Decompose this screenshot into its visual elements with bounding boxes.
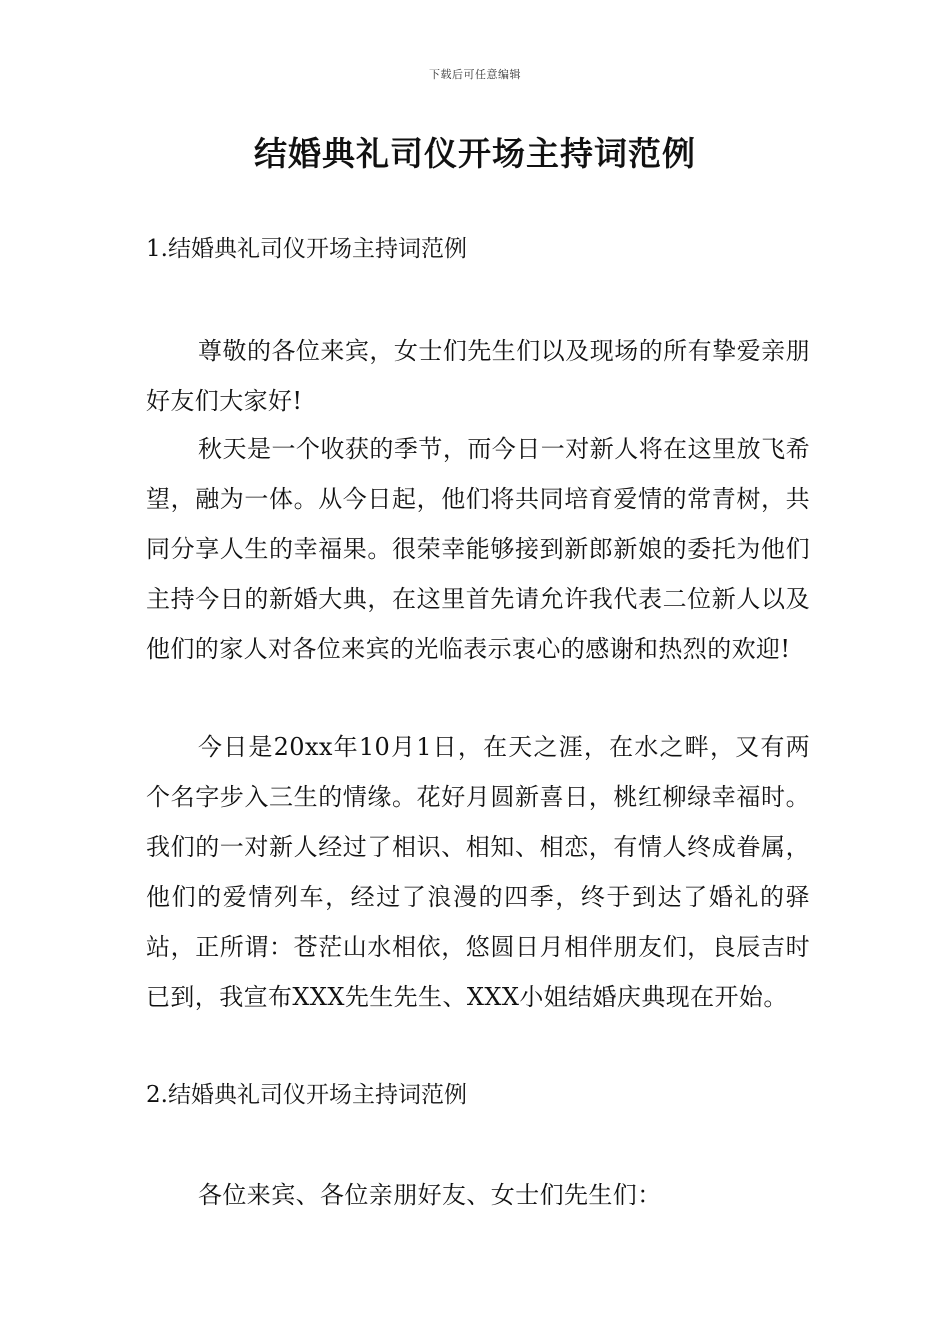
section-heading-2: 2.结婚典礼司仪开场主持词范例 <box>146 1082 467 1108</box>
section-heading-1: 1.结婚典礼司仪开场主持词范例 <box>146 236 467 262</box>
header-note: 下载后可任意编辑 <box>429 68 521 81</box>
paragraph: 各位来宾、各位亲朋好友、女士们先生们： <box>198 1181 662 1209</box>
paragraph: 秋天是一个收获的季节，而今日一对新人将在这里放飞希望，融为一体。从今日起，他们将共同培育爱情的常青树，共同分享人生的幸福果。很荣幸能够接到新郎新娘的委托为他们主持今日的新婚大典，在这里首先请允许我代表二位新人以及他们的家人对各位来宾的光临表示衷心的感谢和热烈的欢迎! <box>146 435 810 663</box>
paragraph: 今日是20xx年10月1日，在天之涯，在水之畔，又有两个名字步入三生的情缘。花好月圆新喜日，桃红柳绿幸福时。我们的一对新人经过了相识、相知、相恋，有情人终成眷属，他们的爱情列车，经过了浪漫的四季，终于到达了婚礼的驿站，正所谓：苍茫山水相依，悠圆日月相伴朋友们，良辰吉时已到，我宣布XXX先生先生、XXX小姐结婚庆典现在开始。 <box>146 733 810 1011</box>
paragraph: 尊敬的各位来宾，女士们先生们以及现场的所有挚爱亲朋好友们大家好! <box>146 337 810 415</box>
document-title: 结婚典礼司仪开场主持词范例 <box>254 134 696 173</box>
